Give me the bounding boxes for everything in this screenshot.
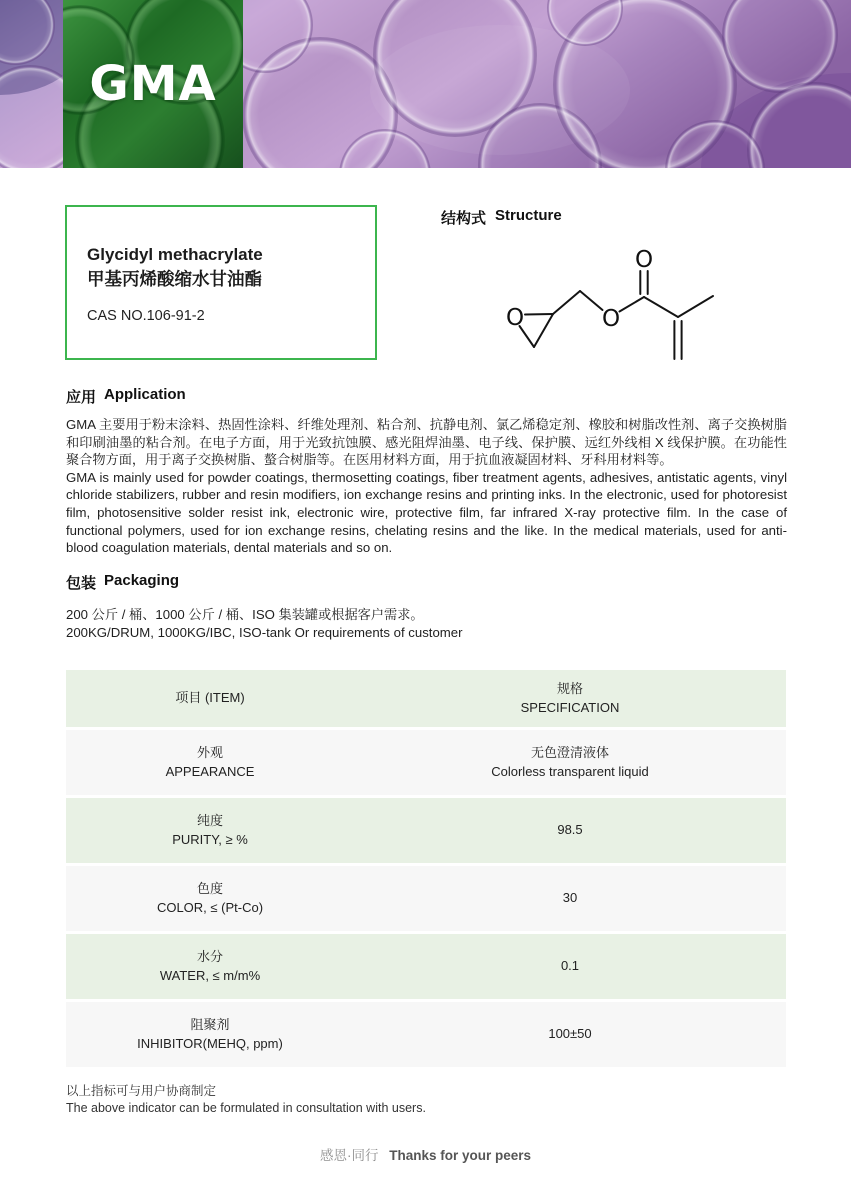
product-name-en: Glycidyl methacrylate [87, 245, 263, 264]
product-name-zh: 甲基丙烯酸缩水甘油酯 [87, 269, 262, 289]
application-section-heading [66, 386, 787, 407]
value-line: 98.5 [557, 822, 583, 838]
product-cas-number: CAS NO.106-91-2 [87, 308, 205, 324]
table-row [66, 798, 786, 863]
epoxide-oxygen-atom: O [505, 305, 525, 331]
item-label-en: APPEARANCE [165, 763, 255, 779]
item-label-en: COLOR, ≤ (Pt-Co) [156, 899, 264, 915]
item-cell [66, 866, 354, 931]
item-cell [66, 730, 354, 795]
value-line: 100±50 [548, 1026, 592, 1042]
application-heading-zh: 应用 [66, 389, 97, 406]
structure-heading-en: Structure [495, 207, 562, 224]
carbonyl-oxygen-atom: O [634, 247, 654, 273]
product-info-box [65, 205, 377, 360]
item-label-zh: 阻聚剂 [190, 1017, 230, 1032]
header-spec-label-zh: 规格 [556, 681, 583, 696]
value-line: 0.1 [560, 958, 580, 974]
chemical-structure-drawing [488, 237, 738, 377]
value-cell [354, 866, 786, 931]
value-cell [354, 798, 786, 863]
packaging-heading-zh: 包装 [66, 575, 97, 592]
value-line: 30 [562, 890, 578, 906]
table-row [66, 1002, 786, 1067]
table-row [66, 866, 786, 931]
footer-thanks-en: Thanks for your peers [389, 1148, 532, 1163]
table-footnote [66, 1083, 787, 1116]
table-row [66, 730, 786, 795]
application-heading-en: Application [104, 386, 186, 403]
page-footer [0, 1144, 851, 1164]
table-header-row [66, 670, 786, 727]
item-label-en: INHIBITOR(MEHQ, ppm) [137, 1035, 283, 1051]
structure-section-heading [441, 207, 562, 228]
ester-oxygen-atom: O [601, 306, 621, 332]
brand-logo-box [63, 0, 243, 168]
item-label-zh: 色度 [196, 881, 223, 896]
header-item-cell [66, 670, 354, 727]
item-cell [66, 798, 354, 863]
footer-thanks-zh: 感恩·同行 [319, 1148, 379, 1163]
footnote-en: The above indicator can be formulated in consultation with users. [66, 1100, 426, 1115]
packaging-section-heading [66, 572, 787, 593]
packaging-line-en: 200KG/DRUM, 1000KG/IBC, ISO-tank Or requirements of customer [66, 624, 463, 640]
packaging-heading-en: Packaging [104, 572, 180, 589]
application-body-en: GMA is mainly used for powder coatings, thermosetting coatings, fiber treatment agents, adhesives, antistatic agents, vinyl chloride stabilizers, rubber and resin modifiers, ion exchange resins and printing inks. In the electronic, used for photoresist film, photosensitive solder resist ink, electronic wire, protective film, far infrared X-ray protective film. In the case of functional polymers, used for ion exchange resins, chelating resins and the like. In the medical materials, used for anti-blood coagulation materials, dental materials and so on. [66, 469, 787, 556]
item-label-zh: 纯度 [196, 813, 223, 828]
structure-heading-zh: 结构式 [441, 210, 487, 227]
application-section [66, 386, 787, 557]
value-line: Colorless transparent liquid [491, 763, 649, 779]
value-line: 无色澄清液体 [530, 745, 609, 760]
value-cell [354, 730, 786, 795]
item-label-en: WATER, ≤ m/m% [159, 967, 261, 983]
header-item-label: 项目 (ITEM) [175, 690, 245, 706]
brand-logo-text: GMA [89, 56, 217, 112]
item-label-en: PURITY, ≥ % [172, 831, 248, 847]
item-label-zh: 外观 [196, 745, 223, 760]
header-spec-label-en: SPECIFICATION [520, 699, 620, 715]
value-cell [354, 1002, 786, 1067]
item-label-zh: 水分 [196, 949, 223, 964]
table-row [66, 934, 786, 999]
item-cell [66, 1002, 354, 1067]
header-spec-cell [354, 670, 786, 727]
value-cell [354, 934, 786, 999]
packaging-section [66, 572, 787, 641]
header-banner [0, 0, 851, 168]
footnote-zh: 以上指标可与用户协商制定 [66, 1084, 217, 1098]
specification-table [66, 670, 786, 1070]
application-body-zh: GMA 主要用于粉末涂料、热固性涂料、纤维处理剂、粘合剂、抗静电剂、氯乙烯稳定剂、橡胶和树脂改性剂、离子交换树脂和印刷油墨的粘合剂。在电子方面，用于光致抗蚀膜、感光阻焊油墨、电子线、保护膜、远红外线相 X 线保护膜。在功能性聚合物方面，用于离子交换树脂、螯合树脂等。在医用材料方面，用于抗血液凝固材料、牙科用材料等。 [66, 417, 787, 468]
item-cell [66, 934, 354, 999]
packaging-line-zh: 200 公斤 / 桶、1000 公斤 / 桶、ISO 集装罐或根据客户需求。 [66, 607, 424, 622]
